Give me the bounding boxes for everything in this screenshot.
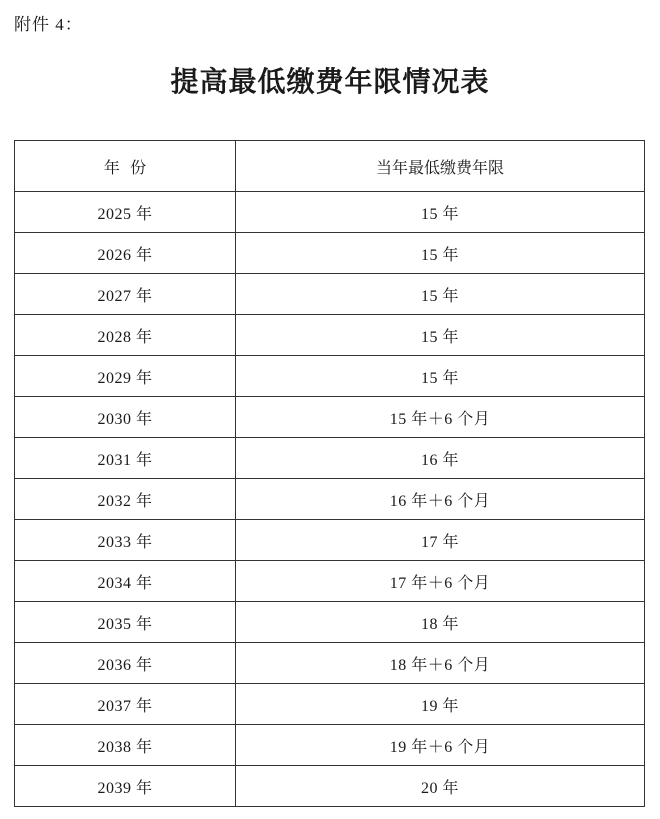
min-contribution-table bbox=[14, 140, 645, 807]
year-cell: 2032 年 bbox=[15, 479, 236, 520]
table-row bbox=[15, 684, 645, 725]
year-cell: 2027 年 bbox=[15, 274, 236, 315]
table-header-row bbox=[15, 141, 645, 192]
year-cell: 2035 年 bbox=[15, 602, 236, 643]
min-years-cell: 17 年＋6 个月 bbox=[236, 561, 645, 602]
min-years-cell: 16 年＋6 个月 bbox=[236, 479, 645, 520]
table-row bbox=[15, 766, 645, 807]
min-years-cell: 17 年 bbox=[236, 520, 645, 561]
min-years-cell: 15 年 bbox=[236, 315, 645, 356]
min-years-cell: 19 年＋6 个月 bbox=[236, 725, 645, 766]
table-row bbox=[15, 192, 645, 233]
year-cell: 2038 年 bbox=[15, 725, 236, 766]
year-cell: 2028 年 bbox=[15, 315, 236, 356]
year-cell: 2036 年 bbox=[15, 643, 236, 684]
table-row bbox=[15, 725, 645, 766]
attachment-label: 附件 4： bbox=[14, 15, 83, 34]
year-cell: 2026 年 bbox=[15, 233, 236, 274]
year-cell: 2030 年 bbox=[15, 397, 236, 438]
table-body bbox=[15, 192, 645, 807]
year-cell: 2034 年 bbox=[15, 561, 236, 602]
min-years-cell: 18 年 bbox=[236, 602, 645, 643]
table-row bbox=[15, 520, 645, 561]
table-row bbox=[15, 315, 645, 356]
table-row bbox=[15, 397, 645, 438]
year-cell: 2029 年 bbox=[15, 356, 236, 397]
table-row bbox=[15, 561, 645, 602]
year-cell: 2039 年 bbox=[15, 766, 236, 807]
min-years-cell: 15 年＋6 个月 bbox=[236, 397, 645, 438]
table-row bbox=[15, 233, 645, 274]
min-years-cell: 15 年 bbox=[236, 192, 645, 233]
year-cell: 2025 年 bbox=[15, 192, 236, 233]
min-years-cell: 15 年 bbox=[236, 233, 645, 274]
year-cell: 2037 年 bbox=[15, 684, 236, 725]
year-cell: 2031 年 bbox=[15, 438, 236, 479]
table-row bbox=[15, 602, 645, 643]
column-header-min-years: 当年最低缴费年限 bbox=[236, 141, 645, 192]
table-row bbox=[15, 274, 645, 315]
min-years-cell: 20 年 bbox=[236, 766, 645, 807]
table-row bbox=[15, 479, 645, 520]
year-cell: 2033 年 bbox=[15, 520, 236, 561]
min-years-cell: 18 年＋6 个月 bbox=[236, 643, 645, 684]
column-header-year: 年 份 bbox=[15, 141, 236, 192]
min-years-cell: 15 年 bbox=[236, 274, 645, 315]
table-row bbox=[15, 643, 645, 684]
min-years-cell: 19 年 bbox=[236, 684, 645, 725]
table-row bbox=[15, 356, 645, 397]
min-years-cell: 16 年 bbox=[236, 438, 645, 479]
page-title: 提高最低缴费年限情况表 bbox=[170, 65, 490, 98]
min-years-cell: 15 年 bbox=[236, 356, 645, 397]
table-row bbox=[15, 438, 645, 479]
